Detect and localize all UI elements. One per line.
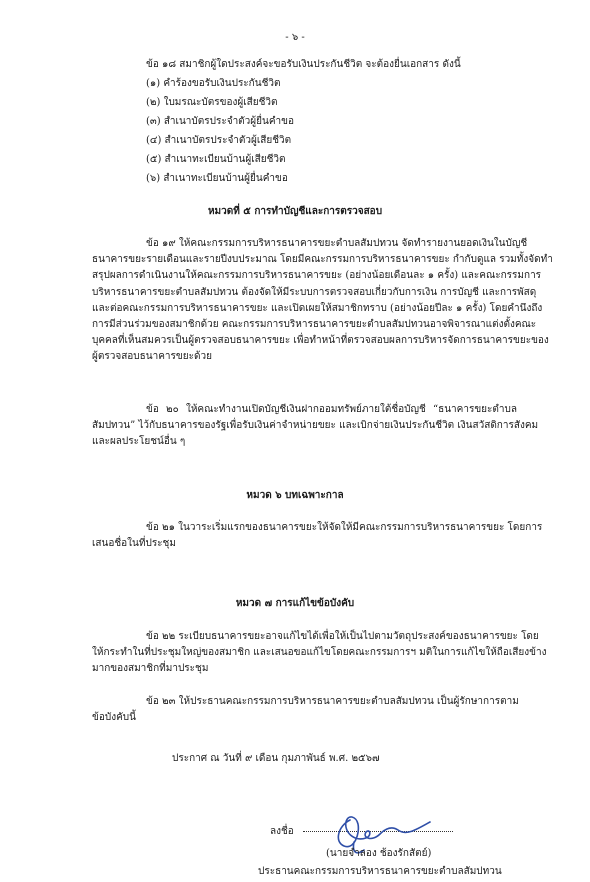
paragraph-line: ให้กระทำในที่ประชุมใหญ่ของสมาชิก และเสนอขอแก้ไขโดยคณะกรรมการฯ มติในการแก้ไขให้ถือเสียงข้าง <box>92 647 547 659</box>
document-list-item: (๓) สำเนาบัตรประจำตัวผู้ยื่นคำขอ <box>146 116 294 127</box>
paragraph-line: ธนาคารขยะรายเดือนและรายปีงบประมาณ โดยมีคณะกรรมการบริหารธนาคารขยะ กำกับดูแล รวมทั้งจัดทำ <box>92 254 553 266</box>
page-number: - ๖ - <box>285 32 305 43</box>
paragraph-line: และต่อคณะกรรมการบริหารธนาคารขยะ และเปิดเผยให้สมาชิกทราบ (อย่างน้อยปีละ ๑ ครั้ง) โดยคำนึงถึง <box>92 302 543 314</box>
section-6-heading: หมวด ๖ บทเฉพาะกาล <box>246 490 344 501</box>
paragraph-line: สัมปทวน” ไว้กับธนาคารของรัฐเพื่อรับเงินค่าจำหน่ายขยะ และเบิกจ่ายเงินประกันชีวิต เงินสวัสดิการสังคม <box>92 420 539 432</box>
document-list-item: (๖) สำเนาทะเบียนบ้านผู้ยื่นคำขอ <box>146 173 288 184</box>
paragraph-line: การมีส่วนร่วมของสมาชิกด้วย คณะกรรมการบริหารธนาคารขยะตำบลสัมปทวนอาจพิจารณาแต่งตั้งคณะ <box>92 318 537 330</box>
document-list-item: (๔) สำเนาบัตรประจำตัวผู้เสียชีวิต <box>146 135 292 146</box>
paragraph-line: ข้อบังคับนี้ <box>92 712 136 724</box>
sign-label: ลงชื่อ <box>270 826 294 837</box>
clause-19 <box>92 236 553 366</box>
document-list-item: (๒) ใบมรณะบัตรของผู้เสียชีวิต <box>146 97 278 108</box>
paragraph-line: ข้อ ๑๙ ให้คณะกรรมการบริหารธนาคารขยะตำบลสัมปทวน จัดทำรายงานยอดเงินในบัญชี <box>146 238 528 249</box>
paragraph-line: สรุปผลการดำเนินงานให้คณะกรรมการบริหารธนาคารขยะ (อย่างน้อยเดือนละ ๑ ครั้ง) และคณะกรรมการ <box>92 270 542 282</box>
paragraph-line: ผู้ตรวจสอบธนาคารขยะด้วย <box>92 351 212 363</box>
paragraph-line: ข้อ ๒๓ ให้ประธานคณะกรรมการบริหารธนาคารขยะตำบลสัมปทวน เป็นผู้รักษาการตาม <box>146 696 519 707</box>
paragraph-line: และผลประโยชน์อื่น ๆ <box>92 436 186 448</box>
paragraph-line: บริหารธนาคารขยะตำบลสัมปทวน ต้องจัดให้มีระบบการตรวจสอบเกี่ยวกับการเงิน การบัญชี และการพัสดุ <box>92 286 537 298</box>
paragraph-line: มากของสมาชิกที่มาประชุม <box>92 663 209 675</box>
clause-23 <box>92 694 517 726</box>
paragraph-line: บุคคลที่เห็นสมควรเป็นผู้ตรวจสอบธนาคารขยะ เพื่อทำหน้าที่ตรวจสอบผลการบริหารจัดการธนาคารขยะของ <box>92 335 549 347</box>
section-7-heading: หมวด ๗ การแก้ไขข้อบังคับ <box>235 598 355 609</box>
paragraph-line: ข้อ ๒๑ ในวาระเริ่มแรกของธนาคารขยะให้จัดให้มีคณะกรรมการบริหารธนาคารขยะ โดยการ <box>146 522 543 533</box>
document-list-item: (๑) คำร้องขอรับเงินประกันชีวิต <box>146 78 281 89</box>
clause-18-intro: ข้อ ๑๘ สมาชิกผู้ใดประสงค์จะขอรับเงินประกันชีวิต จะต้องยื่นเอกสาร ดังนี้ <box>146 59 461 70</box>
paragraph-line: ข้อ ๒๒ ระเบียบธนาคารขยะอาจแก้ไขได้เพื่อให้เป็นไปตามวัตถุประสงค์ของธนาคารขยะ โดย <box>146 631 539 642</box>
paragraph-line: ข้อ ๒๐ ให้คณะทำงานเปิดบัญชีเงินฝากออมทรัพย์ภายใต้ชื่อบัญชี “ธนาคารขยะตำบล <box>146 404 517 415</box>
clause-21 <box>92 520 543 552</box>
signatory-position: ประธานคณะกรรมการบริหารธนาคารขยะตำบลสัมปทวน <box>258 866 502 877</box>
paragraph-line: เสนอชื่อในที่ประชุม <box>92 538 176 550</box>
document-list-item: (๕) สำเนาทะเบียนบ้านผู้เสียชีวิต <box>146 154 286 165</box>
section-5-heading: หมวดที่ ๕ การทำบัญชีและการตรวจสอบ <box>207 206 383 217</box>
signatory-name: (นายจำลอง ช้องรักสัตย์) <box>326 848 432 859</box>
announcement-date: ประกาศ ณ วันที่ ๙ เดือน กุมภาพันธ์ พ.ศ. ๒๕๖๗ <box>172 753 380 764</box>
clause-20 <box>92 402 539 451</box>
clause-22 <box>92 629 547 678</box>
